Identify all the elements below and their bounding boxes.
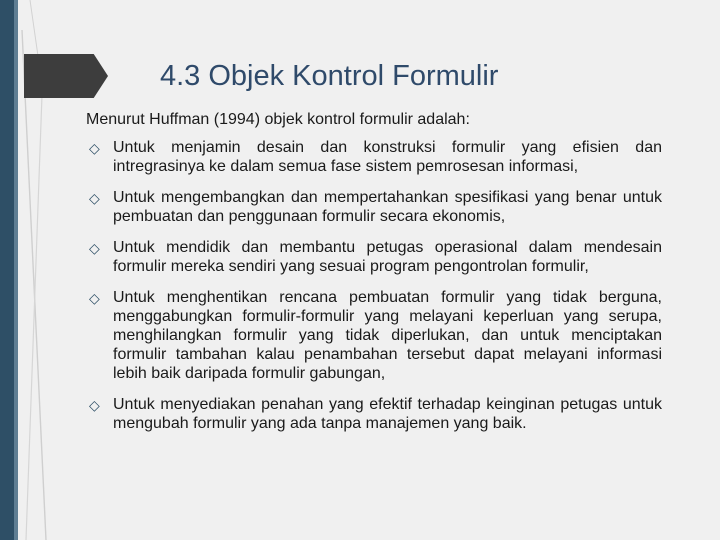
left-accent-stripe [0,0,14,540]
bullet-item [88,138,662,176]
bullet-item [88,395,662,433]
bullet-text: Untuk mengembangkan dan mempertahankan spesifikasi yang benar untuk pembuatan dan penggunaan formulir secara ekonomis, [113,189,662,225]
diamond-outline-icon: ◇ [89,190,100,206]
diamond-outline-icon: ◇ [89,140,100,156]
bullet-list [88,138,662,445]
diamond-outline-icon: ◇ [89,397,100,413]
bullet-text: Untuk mendidik dan membantu petugas operasional dalam mendesain formulir mereka sendiri yang sesuai program pengontrolan formulir, [113,239,662,275]
bullet-text: Untuk menghentikan rencana pembuatan formulir yang tidak berguna, menggabungkan formulir-formulir yang melayani keperluan yang serupa, menghilangkan formulir yang tidak diperlukan, dan untuk menciptakan formulir tambahan kalau penambahan tersebut dapat melayani informasi lebih baik daripada formulir gabungan, [113,289,662,382]
bullet-item [88,238,662,276]
bullet-item [88,188,662,226]
diamond-outline-icon: ◇ [89,290,100,306]
left-accent-highlight [14,0,18,540]
slide-title: 4.3 Objek Kontrol Formulir [160,60,499,92]
diamond-outline-icon: ◇ [89,240,100,256]
bullet-text: Untuk menyediakan penahan yang efektif terhadap keinginan petugas untuk mengubah formulir yang ada tanpa manajemen yang baik. [113,396,662,432]
title-tab-shape [24,54,108,98]
bullet-item [88,288,662,383]
intro-text: Menurut Huffman (1994) objek kontrol formulir adalah: [86,111,470,128]
bullet-text: Untuk menjamin desain dan konstruksi formulir yang efisien dan intregrasinya ke dalam semua fase sistem pemrosesan informasi, [113,139,662,175]
